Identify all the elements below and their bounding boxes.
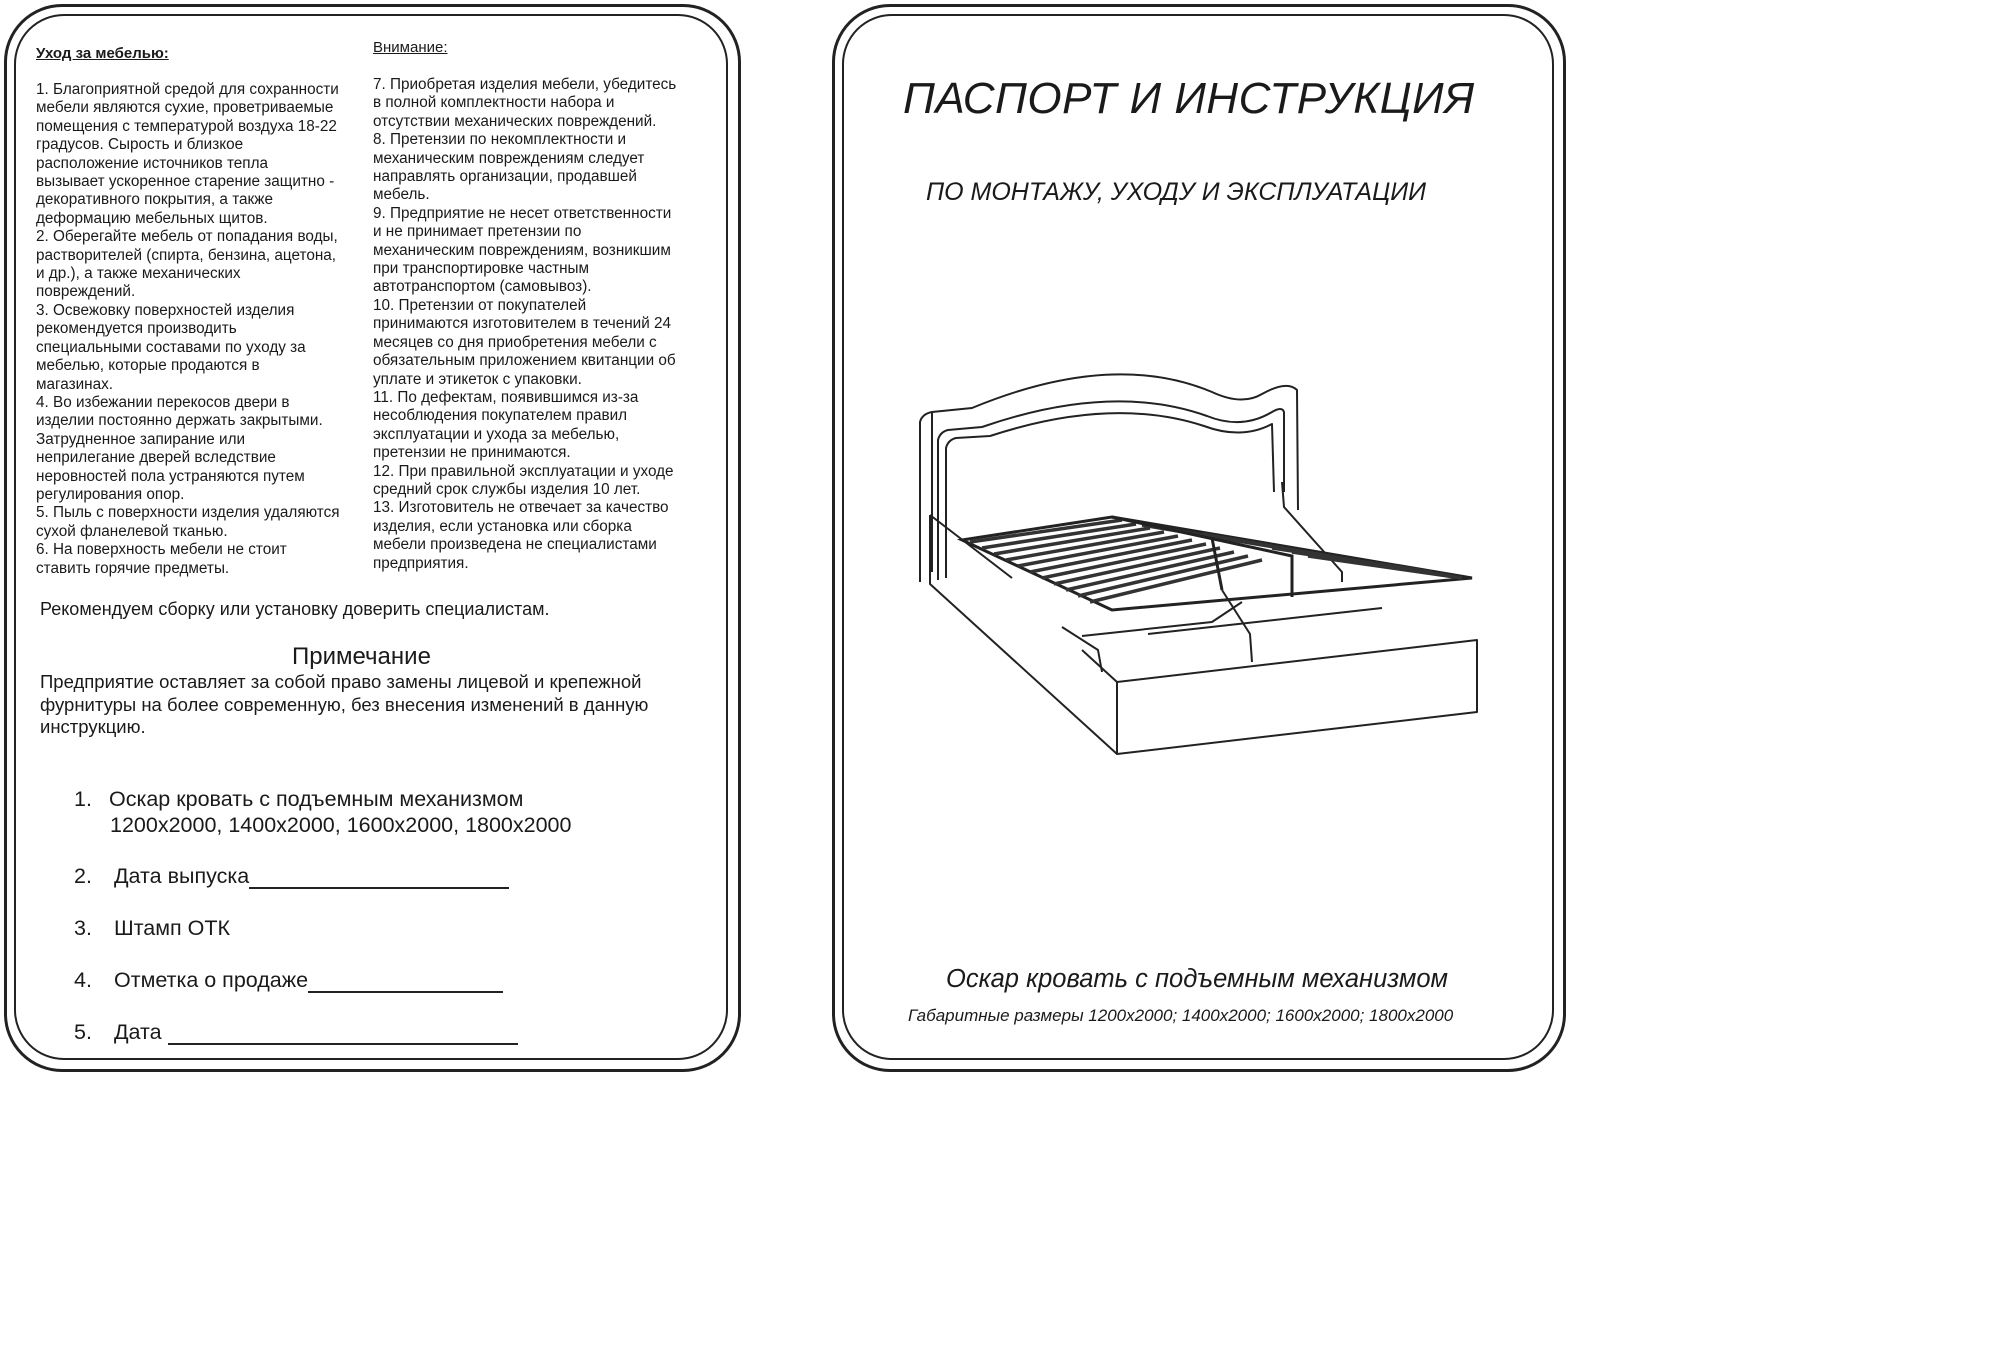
- list-item-number: 1.: [74, 787, 92, 811]
- list-item-label: Оскар кровать с подъемным механизмом: [109, 787, 524, 811]
- attention-heading: Внимание:: [373, 39, 448, 56]
- bed-illustration: [912, 372, 1487, 764]
- list-item-release-date: [74, 863, 509, 889]
- list-item-otk-stamp: [74, 915, 230, 941]
- list-item-sublabel: 1200х2000, 1400х2000, 1600х2000, 1800х2000: [110, 813, 572, 837]
- sale-mark-blank-line: [308, 971, 503, 993]
- list-item-date: [74, 1019, 518, 1045]
- product-dimensions: Габаритные размеры 1200х2000; 1400х2000; 1600х2000; 1800х2000: [908, 1006, 1454, 1025]
- list-item-label: Отметка о продаже: [114, 968, 309, 992]
- list-item-product: [74, 786, 523, 812]
- list-item-label: Дата: [114, 1020, 168, 1044]
- list-item-label: Штамп ОТК: [114, 916, 231, 940]
- list-item-sizes: [110, 812, 571, 838]
- note-title: Примечание: [292, 643, 431, 670]
- product-name: Оскар кровать с подъемным механизмом: [946, 965, 1448, 993]
- list-item-sale-mark: [74, 967, 503, 993]
- care-text: 1. Благоприятной средой для сохранности мебели являются сухие, проветриваемые помещения с температурой воздуха 18-22 градусов. Сырость и близкое расположение источников тепла вызывает ускоренное старение защитно - декоративного покрытия, а также деформацию мебельных щитов. 2. Оберегайте мебель от попадания воды, растворителей (спирта, бензина, ацетона, и др.), а также механических повреждений. 3. Освежовку поверхностей изделия рекомендуется производить специальными составами по уходу за мебелью, которые продаются в магазинах. 4. Во избежании перекосов двери в изделии постоянно держать закрытыми. Затрудненное запирание или неприлегание дверей вследствие неровностей пола устраняются путем регулирования опор. 5. Пыль с поверхности изделия удаляются сухой фланелевой тканью. 6. На поверхность мебели не стоит ставить горячие предметы.: [36, 81, 340, 577]
- list-item-label: Дата выпуска: [114, 864, 250, 888]
- passport-title: ПАСПОРТ И ИНСТРУКЦИЯ: [903, 74, 1475, 123]
- release-date-blank-line: [249, 867, 509, 889]
- list-item-number: 5.: [74, 1020, 92, 1044]
- list-item-number: 4.: [74, 968, 92, 992]
- care-heading: Уход за мебелью:: [36, 45, 169, 62]
- note-text: Предприятие оставляет за собой право замены лицевой и крепежной фурнитуры на более современную, без внесения изменений в данную инструкцию.: [40, 671, 649, 737]
- recommendation-text: Рекомендуем сборку или установку доверить специалистам.: [40, 599, 550, 619]
- date-blank-line: [168, 1023, 518, 1045]
- list-item-number: 3.: [74, 916, 92, 940]
- list-item-number: 2.: [74, 864, 92, 888]
- passport-subtitle: ПО МОНТАЖУ, УХОДУ И ЭКСПЛУАТАЦИИ: [926, 178, 1427, 206]
- attention-text: 7. Приобретая изделия мебели, убедитесь в полной комплектности набора и отсутствии механических повреждений. 8. Претензии по некомплектности и механическим повреждениям следует направлять организации, продавшей мебель. 9. Предприятие не несет ответственности и не принимает претензии по механическим повреждениям, возникшим при транспортировке частным автотранспортом (самовывоз). 10. Претензии от покупателей принимаются изготовителем в течений 24 месяцев со дня приобретения мебели с обязательным приложением квитанции об уплате и этикеток с упаковки. 11. По дефектам, появившимся из-за несоблюдения покупателем правил эксплуатации и ухода за мебелью, претензии не принимаются. 12. При правильной эксплуатации и уходе средний срок службы изделия 10 лет. 13. Изготовитель не отвечает за качество изделия, если установка или сборка мебели произведена не специалистами предприятия.: [373, 76, 677, 572]
